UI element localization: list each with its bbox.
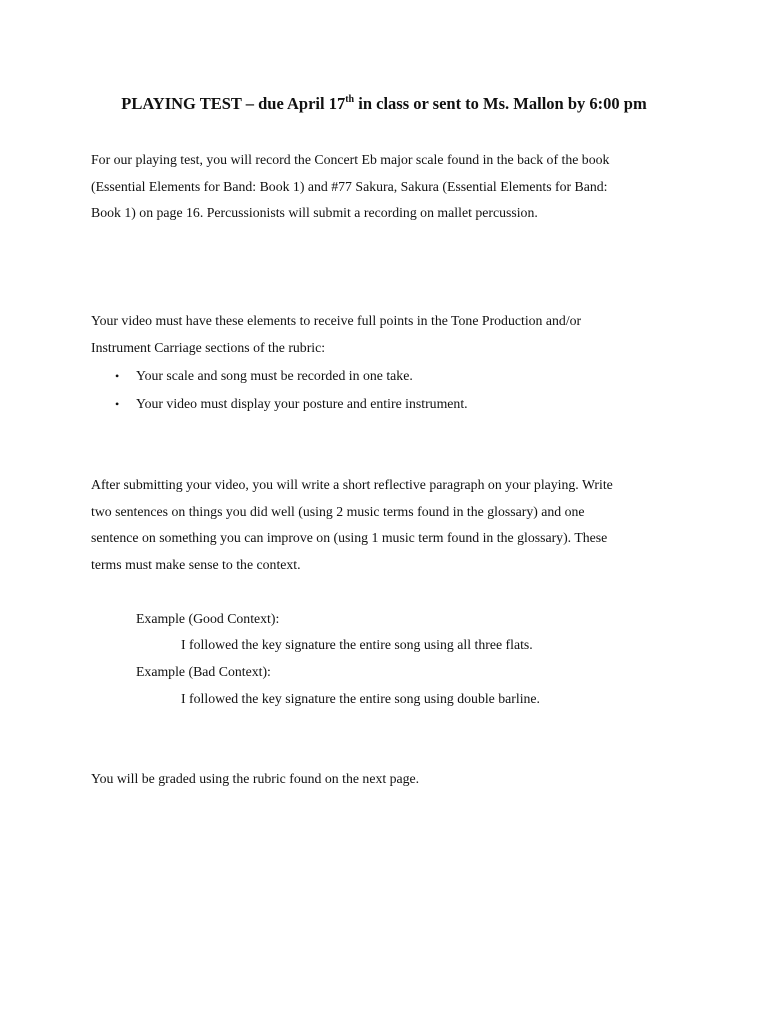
bullet-icon: • — [115, 397, 120, 411]
example-good-label: Example (Good Context): — [136, 611, 280, 626]
page-title — [0, 91, 768, 117]
requirements-line: Instrument Carriage sections of the rubric: — [91, 339, 326, 355]
example-bad-label: Example (Bad Context): — [136, 664, 271, 679]
intro-line: For our playing test, you will record the Concert Eb major scale found in the back of the book — [91, 152, 610, 167]
requirements-list — [91, 362, 691, 418]
reflection-line: sentence on something you can improve on (using 1 music term found in the glossary). These — [91, 530, 608, 545]
closing-paragraph — [91, 766, 691, 793]
reflection-line: two sentences on things you did well (using 2 music terms found in the glossary) and one — [91, 503, 585, 519]
title-superscript: th — [345, 94, 355, 105]
intro-line: (Essential Elements for Band: Book 1) and #77 Sakura, Sakura (Essential Elements for Band: — [91, 178, 608, 194]
closing-line: You will be graded using the rubric found on the next page. — [91, 771, 420, 786]
intro-line: Book 1) on page 16. Percussionists will submit a recording on mallet percussion. — [91, 205, 538, 220]
reflection-paragraph — [91, 472, 691, 578]
example-bad-text: I followed the key signature the entire song using double barline. — [181, 691, 541, 706]
title-suffix: in class or sent to Ms. Mallon by 6:00 pm — [354, 94, 647, 113]
list-item-text: Your scale and song must be recorded in one take. — [136, 368, 413, 383]
title-prefix: PLAYING TEST – due April 17 — [121, 94, 346, 113]
requirements-paragraph — [91, 308, 691, 361]
list-item — [91, 362, 691, 390]
list-item-text: Your video must display your posture and entire instrument. — [136, 396, 468, 411]
intro-paragraph — [91, 147, 691, 227]
reflection-line: After submitting your video, you will write a short reflective paragraph on your playing. Write — [91, 477, 613, 492]
example-good-text: I followed the key signature the entire song using all three flats. — [181, 637, 533, 652]
bullet-icon: • — [115, 369, 120, 383]
list-item — [91, 390, 691, 418]
reflection-line: terms must make sense to the context. — [91, 556, 301, 572]
requirements-line: Your video must have these elements to receive full points in the Tone Production and/or — [91, 313, 582, 328]
